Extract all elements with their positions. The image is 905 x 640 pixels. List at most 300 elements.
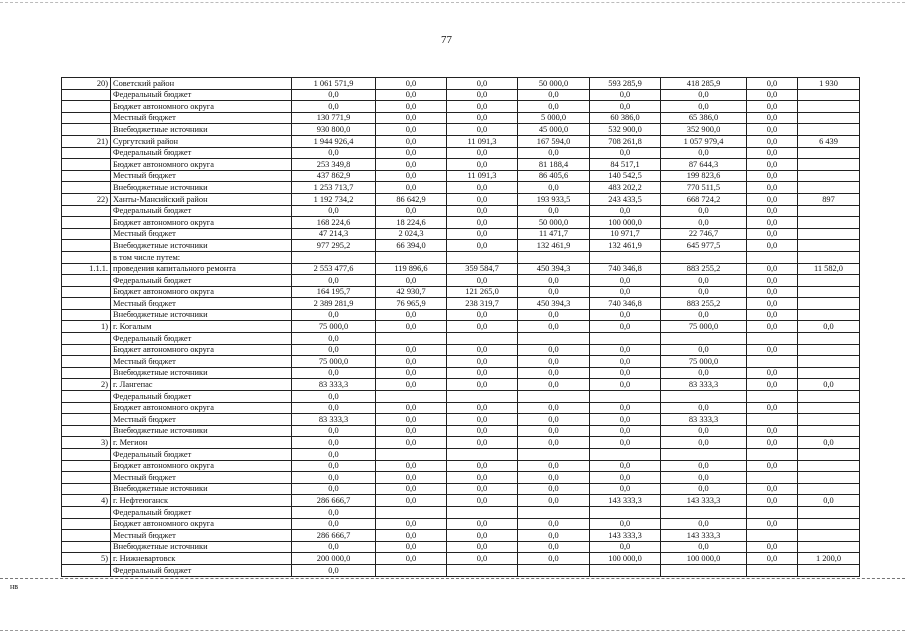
- value-cell: 2 389 281,9: [292, 298, 376, 310]
- value-cell: 0,0: [590, 286, 661, 298]
- table-row: [62, 414, 860, 426]
- value-cell: [747, 472, 798, 484]
- table-row: [62, 147, 860, 159]
- value-cell: [798, 541, 860, 553]
- value-cell: 0,0: [747, 437, 798, 449]
- row-index: [62, 217, 111, 229]
- value-cell: 0,0: [376, 124, 447, 136]
- value-cell: 0,0: [518, 414, 590, 426]
- value-cell: 0,0: [518, 147, 590, 159]
- row-index: [62, 460, 111, 472]
- value-cell: [518, 449, 590, 461]
- table-row: [62, 564, 860, 576]
- value-cell: 0,0: [590, 367, 661, 379]
- value-cell: [376, 449, 447, 461]
- row-label: Федеральный бюджет: [111, 205, 292, 217]
- value-cell: 0,0: [376, 78, 447, 90]
- value-cell: 0,0: [518, 367, 590, 379]
- value-cell: 243 433,5: [590, 193, 661, 205]
- value-cell: 0,0: [590, 541, 661, 553]
- table-row: [62, 495, 860, 507]
- value-cell: [747, 530, 798, 542]
- value-cell: [798, 344, 860, 356]
- value-cell: 0,0: [376, 89, 447, 101]
- value-cell: 352 900,0: [661, 124, 747, 136]
- value-cell: 0,0: [518, 356, 590, 368]
- budget-table: [61, 77, 860, 577]
- table-row: [62, 402, 860, 414]
- row-index: [62, 228, 111, 240]
- table-row: [62, 182, 860, 194]
- row-label: Бюджет автономного округа: [111, 460, 292, 472]
- row-index: [62, 251, 111, 263]
- value-cell: 0,0: [798, 437, 860, 449]
- value-cell: 50 000,0: [518, 78, 590, 90]
- value-cell: 0,0: [518, 437, 590, 449]
- value-cell: 286 666,7: [292, 530, 376, 542]
- value-cell: 0,0: [376, 170, 447, 182]
- value-cell: 87 644,3: [661, 159, 747, 171]
- value-cell: 0,0: [376, 437, 447, 449]
- value-cell: [798, 89, 860, 101]
- value-cell: 65 386,0: [661, 112, 747, 124]
- value-cell: 0,0: [661, 286, 747, 298]
- value-cell: [518, 506, 590, 518]
- row-label: Бюджет автономного округа: [111, 159, 292, 171]
- row-index: [62, 518, 111, 530]
- value-cell: 286 666,7: [292, 495, 376, 507]
- table-row: [62, 135, 860, 147]
- value-cell: 0,0: [747, 275, 798, 287]
- table-row: [62, 460, 860, 472]
- table-row: [62, 159, 860, 171]
- value-cell: 199 823,6: [661, 170, 747, 182]
- row-index: [62, 205, 111, 217]
- value-cell: [747, 414, 798, 426]
- value-cell: [447, 251, 518, 263]
- value-cell: [747, 506, 798, 518]
- row-index: [62, 449, 111, 461]
- value-cell: 0,0: [518, 286, 590, 298]
- value-cell: 0,0: [376, 182, 447, 194]
- value-cell: [447, 391, 518, 403]
- value-cell: 50 000,0: [518, 217, 590, 229]
- value-cell: 0,0: [292, 101, 376, 113]
- value-cell: 0,0: [376, 472, 447, 484]
- value-cell: 6 439: [798, 135, 860, 147]
- row-index: 5): [62, 553, 111, 565]
- value-cell: 883 255,2: [661, 263, 747, 275]
- value-cell: 0,0: [518, 402, 590, 414]
- row-index: 4): [62, 495, 111, 507]
- table-row: [62, 78, 860, 90]
- row-index: [62, 170, 111, 182]
- value-cell: 0,0: [590, 414, 661, 426]
- value-cell: 0,0: [747, 518, 798, 530]
- value-cell: 0,0: [447, 530, 518, 542]
- value-cell: 0,0: [447, 425, 518, 437]
- value-cell: 0,0: [518, 483, 590, 495]
- table-row: [62, 530, 860, 542]
- value-cell: 0,0: [518, 321, 590, 333]
- value-cell: 0,0: [447, 321, 518, 333]
- value-cell: 0,0: [447, 309, 518, 321]
- value-cell: 0,0: [447, 344, 518, 356]
- value-cell: 0,0: [376, 101, 447, 113]
- value-cell: 0,0: [376, 321, 447, 333]
- row-label: Местный бюджет: [111, 414, 292, 426]
- value-cell: 0,0: [747, 159, 798, 171]
- row-label: Местный бюджет: [111, 356, 292, 368]
- row-label: Местный бюджет: [111, 472, 292, 484]
- value-cell: 0,0: [518, 275, 590, 287]
- value-cell: 0,0: [376, 414, 447, 426]
- value-cell: 0,0: [447, 367, 518, 379]
- row-label: Внебюджетные источники: [111, 367, 292, 379]
- value-cell: 0,0: [376, 530, 447, 542]
- value-cell: 0,0: [518, 205, 590, 217]
- value-cell: [798, 286, 860, 298]
- value-cell: 0,0: [376, 367, 447, 379]
- value-cell: 883 255,2: [661, 298, 747, 310]
- row-index: [62, 286, 111, 298]
- value-cell: 0,0: [376, 135, 447, 147]
- row-index: [62, 159, 111, 171]
- value-cell: 42 930,7: [376, 286, 447, 298]
- table-row: [62, 124, 860, 136]
- row-label: Ханты-Мансийский район: [111, 193, 292, 205]
- value-cell: [798, 356, 860, 368]
- value-cell: 0,0: [292, 333, 376, 345]
- value-cell: 0,0: [518, 518, 590, 530]
- table-row: [62, 356, 860, 368]
- value-cell: 0,0: [747, 541, 798, 553]
- value-cell: 167 594,0: [518, 135, 590, 147]
- value-cell: 86 405,6: [518, 170, 590, 182]
- row-label: г. Нижневартовск: [111, 553, 292, 565]
- value-cell: 0,0: [747, 147, 798, 159]
- value-cell: 0,0: [590, 437, 661, 449]
- value-cell: [798, 112, 860, 124]
- value-cell: 0,0: [747, 298, 798, 310]
- value-cell: 0,0: [447, 205, 518, 217]
- row-index: [62, 89, 111, 101]
- value-cell: [798, 240, 860, 252]
- row-index: [62, 472, 111, 484]
- footer-mark: нв: [10, 582, 19, 591]
- table-row: [62, 437, 860, 449]
- value-cell: 0,0: [747, 483, 798, 495]
- value-cell: 0,0: [661, 437, 747, 449]
- value-cell: [518, 564, 590, 576]
- value-cell: 75 000,0: [661, 356, 747, 368]
- value-cell: 60 386,0: [590, 112, 661, 124]
- table-row: [62, 344, 860, 356]
- value-cell: 84 517,1: [590, 159, 661, 171]
- value-cell: 0,0: [292, 518, 376, 530]
- value-cell: [376, 391, 447, 403]
- value-cell: 86 642,9: [376, 193, 447, 205]
- value-cell: [798, 217, 860, 229]
- value-cell: 0,0: [447, 402, 518, 414]
- value-cell: 0,0: [590, 425, 661, 437]
- table-row: [62, 391, 860, 403]
- table-row: [62, 286, 860, 298]
- value-cell: 0,0: [518, 541, 590, 553]
- value-cell: 0,0: [747, 135, 798, 147]
- value-cell: 0,0: [747, 205, 798, 217]
- value-cell: 0,0: [518, 89, 590, 101]
- value-cell: 0,0: [292, 437, 376, 449]
- row-index: [62, 101, 111, 113]
- value-cell: 0,0: [376, 205, 447, 217]
- row-label: Бюджет автономного округа: [111, 402, 292, 414]
- value-cell: 0,0: [292, 460, 376, 472]
- row-label: Местный бюджет: [111, 170, 292, 182]
- value-cell: 0,0: [376, 275, 447, 287]
- value-cell: 977 295,2: [292, 240, 376, 252]
- row-index: [62, 530, 111, 542]
- value-cell: 0,0: [292, 89, 376, 101]
- value-cell: 0,0: [590, 460, 661, 472]
- value-cell: [798, 564, 860, 576]
- value-cell: [798, 506, 860, 518]
- table-row: [62, 112, 860, 124]
- value-cell: [590, 564, 661, 576]
- value-cell: 0,0: [747, 321, 798, 333]
- table-row: [62, 379, 860, 391]
- value-cell: 0,0: [518, 425, 590, 437]
- value-cell: 0,0: [376, 112, 447, 124]
- value-cell: 0,0: [376, 379, 447, 391]
- value-cell: 1 200,0: [798, 553, 860, 565]
- value-cell: 66 394,0: [376, 240, 447, 252]
- value-cell: [447, 564, 518, 576]
- value-cell: 0,0: [447, 414, 518, 426]
- value-cell: [518, 391, 590, 403]
- value-cell: 0,0: [376, 159, 447, 171]
- value-cell: 708 261,8: [590, 135, 661, 147]
- value-cell: 0,0: [292, 275, 376, 287]
- value-cell: 0,0: [747, 309, 798, 321]
- value-cell: 11 582,0: [798, 263, 860, 275]
- table-row: [62, 506, 860, 518]
- row-index: [62, 182, 111, 194]
- value-cell: [798, 228, 860, 240]
- value-cell: 0,0: [661, 460, 747, 472]
- row-label: г. Мегион: [111, 437, 292, 449]
- value-cell: [798, 483, 860, 495]
- value-cell: 18 224,6: [376, 217, 447, 229]
- value-cell: 0,0: [518, 101, 590, 113]
- value-cell: 0,0: [590, 483, 661, 495]
- table-row: [62, 228, 860, 240]
- value-cell: 0,0: [661, 518, 747, 530]
- value-cell: 0,0: [447, 460, 518, 472]
- value-cell: 0,0: [590, 89, 661, 101]
- row-label: Федеральный бюджет: [111, 275, 292, 287]
- table-row: [62, 541, 860, 553]
- row-index: 21): [62, 135, 111, 147]
- value-cell: 0,0: [518, 472, 590, 484]
- value-cell: 22 746,7: [661, 228, 747, 240]
- value-cell: [798, 147, 860, 159]
- value-cell: 2 553 477,6: [292, 263, 376, 275]
- value-cell: 0,0: [447, 518, 518, 530]
- row-label: Бюджет автономного округа: [111, 286, 292, 298]
- value-cell: 0,0: [447, 437, 518, 449]
- value-cell: 132 461,9: [590, 240, 661, 252]
- table-row: [62, 193, 860, 205]
- value-cell: 0,0: [661, 217, 747, 229]
- value-cell: 200 000,0: [292, 553, 376, 565]
- value-cell: 0,0: [590, 101, 661, 113]
- value-cell: 0,0: [447, 159, 518, 171]
- value-cell: 0,0: [518, 379, 590, 391]
- value-cell: 0,0: [747, 425, 798, 437]
- row-index: [62, 541, 111, 553]
- value-cell: 0,0: [292, 205, 376, 217]
- value-cell: 0,0: [447, 356, 518, 368]
- value-cell: 143 333,3: [590, 530, 661, 542]
- row-index: [62, 275, 111, 287]
- table-row: [62, 170, 860, 182]
- value-cell: 0,0: [747, 402, 798, 414]
- value-cell: 0,0: [518, 530, 590, 542]
- page-break-line: [0, 578, 905, 579]
- value-cell: 119 896,6: [376, 263, 447, 275]
- value-cell: [376, 564, 447, 576]
- value-cell: [798, 414, 860, 426]
- page-number: 77: [441, 34, 452, 46]
- value-cell: 0,0: [376, 147, 447, 159]
- row-index: [62, 506, 111, 518]
- value-cell: 593 285,9: [590, 78, 661, 90]
- value-cell: [590, 391, 661, 403]
- value-cell: [798, 309, 860, 321]
- row-index: [62, 124, 111, 136]
- value-cell: 0,0: [447, 495, 518, 507]
- value-cell: [747, 449, 798, 461]
- value-cell: 0,0: [447, 147, 518, 159]
- table-row: [62, 275, 860, 287]
- value-cell: 0,0: [747, 78, 798, 90]
- value-cell: [661, 564, 747, 576]
- value-cell: 0,0: [747, 101, 798, 113]
- value-cell: 770 511,5: [661, 182, 747, 194]
- value-cell: 0,0: [661, 483, 747, 495]
- row-label: Внебюджетные источники: [111, 240, 292, 252]
- value-cell: 0,0: [661, 101, 747, 113]
- row-index: [62, 333, 111, 345]
- value-cell: 0,0: [447, 112, 518, 124]
- row-index: [62, 298, 111, 310]
- value-cell: [798, 460, 860, 472]
- value-cell: 0,0: [661, 89, 747, 101]
- value-cell: [590, 251, 661, 263]
- value-cell: 0,0: [747, 89, 798, 101]
- table-row: [62, 321, 860, 333]
- value-cell: [798, 449, 860, 461]
- row-index: 1.1.1.: [62, 263, 111, 275]
- value-cell: [661, 333, 747, 345]
- value-cell: 0,0: [376, 344, 447, 356]
- value-cell: 0,0: [590, 518, 661, 530]
- table-row: [62, 263, 860, 275]
- value-cell: [747, 564, 798, 576]
- value-cell: 0,0: [447, 217, 518, 229]
- value-cell: [798, 251, 860, 263]
- value-cell: [661, 449, 747, 461]
- value-cell: 45 000,0: [518, 124, 590, 136]
- value-cell: 143 333,3: [661, 495, 747, 507]
- row-index: [62, 402, 111, 414]
- value-cell: 75 000,0: [292, 321, 376, 333]
- table-row: [62, 367, 860, 379]
- value-cell: 47 214,3: [292, 228, 376, 240]
- value-cell: 164 195,7: [292, 286, 376, 298]
- row-index: [62, 112, 111, 124]
- row-label: Местный бюджет: [111, 112, 292, 124]
- value-cell: 0,0: [590, 356, 661, 368]
- value-cell: 897: [798, 193, 860, 205]
- value-cell: 11 471,7: [518, 228, 590, 240]
- value-cell: 0,0: [798, 495, 860, 507]
- value-cell: 0,0: [747, 193, 798, 205]
- value-cell: 0,0: [447, 89, 518, 101]
- value-cell: 0,0: [747, 495, 798, 507]
- row-index: [62, 344, 111, 356]
- value-cell: 0,0: [747, 553, 798, 565]
- value-cell: 0,0: [661, 275, 747, 287]
- value-cell: [376, 251, 447, 263]
- value-cell: 0,0: [447, 182, 518, 194]
- row-label: Местный бюджет: [111, 298, 292, 310]
- value-cell: 76 965,9: [376, 298, 447, 310]
- row-label: Внебюджетные источники: [111, 541, 292, 553]
- value-cell: 0,0: [292, 449, 376, 461]
- row-label: Бюджет автономного округа: [111, 101, 292, 113]
- value-cell: 0,0: [376, 518, 447, 530]
- value-cell: 1 253 713,7: [292, 182, 376, 194]
- value-cell: 930 800,0: [292, 124, 376, 136]
- row-index: 1): [62, 321, 111, 333]
- value-cell: 140 542,5: [590, 170, 661, 182]
- value-cell: 0,0: [292, 391, 376, 403]
- row-label: г. Нефтеюганск: [111, 495, 292, 507]
- table-row: [62, 217, 860, 229]
- value-cell: 0,0: [590, 379, 661, 391]
- value-cell: 0,0: [590, 275, 661, 287]
- value-cell: 100 000,0: [661, 553, 747, 565]
- value-cell: [798, 159, 860, 171]
- row-label: Федеральный бюджет: [111, 506, 292, 518]
- value-cell: 0,0: [590, 309, 661, 321]
- value-cell: 238 319,7: [447, 298, 518, 310]
- row-label: Федеральный бюджет: [111, 564, 292, 576]
- value-cell: 2 024,3: [376, 228, 447, 240]
- value-cell: 100 000,0: [590, 217, 661, 229]
- value-cell: [292, 251, 376, 263]
- row-index: [62, 414, 111, 426]
- value-cell: 0,0: [292, 309, 376, 321]
- row-label: Советский район: [111, 78, 292, 90]
- row-index: [62, 309, 111, 321]
- row-label: г. Когалым: [111, 321, 292, 333]
- value-cell: 0,0: [518, 553, 590, 565]
- value-cell: 0,0: [447, 78, 518, 90]
- value-cell: 0,0: [747, 367, 798, 379]
